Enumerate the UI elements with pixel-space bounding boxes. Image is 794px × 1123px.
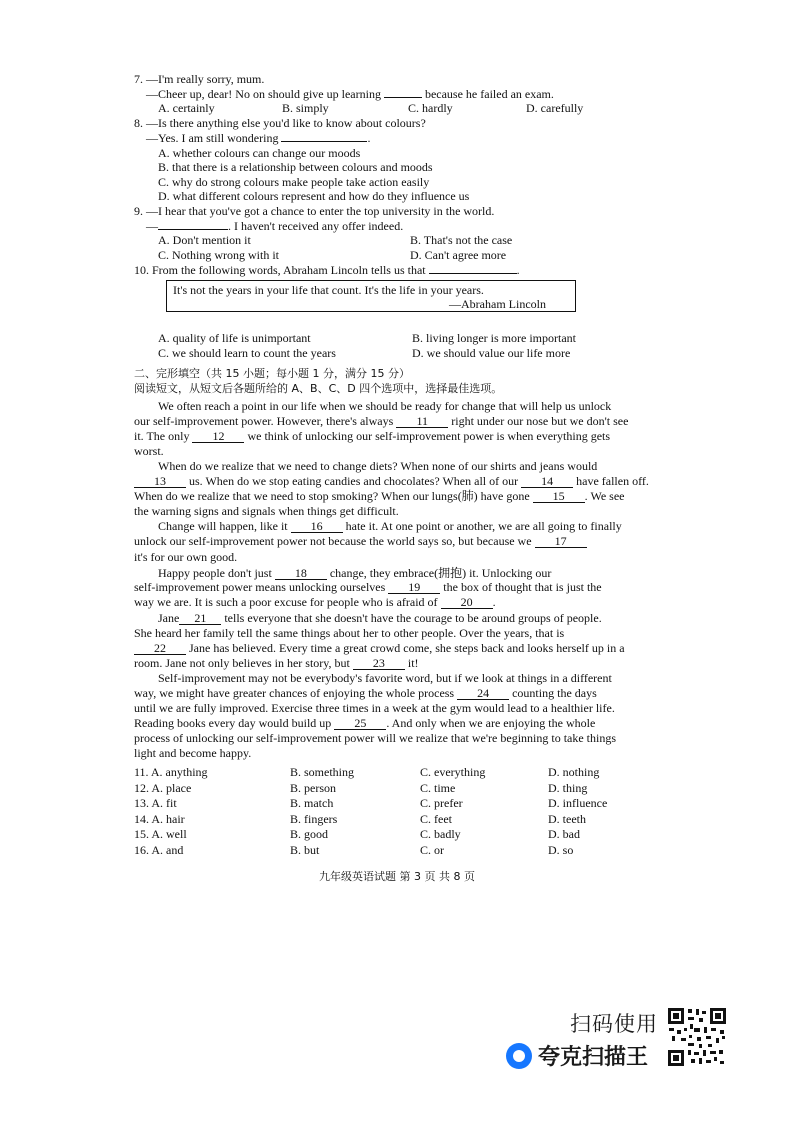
blank-16: 16 xyxy=(291,520,343,533)
q10-option-d: D. we should value our life more xyxy=(412,346,571,360)
answer-option: C. feet xyxy=(420,811,452,826)
answer-option: B. good xyxy=(290,827,329,841)
q8-option-b: B. that there is a relationship between colours and moods xyxy=(158,160,433,174)
q8-option-c: C. why do strong colours make people take action easily xyxy=(158,175,430,189)
passage-line: Jane 21 tells everyone that she doesn't have the courage to be around groups of people. xyxy=(158,611,602,625)
passage-line: worst. xyxy=(134,444,164,458)
answer-option: B. match xyxy=(290,796,334,810)
q10-option-c: C. we should learn to count the years xyxy=(158,346,336,360)
answer-option: C. everything xyxy=(420,765,486,779)
answer-option: D. thing xyxy=(548,780,588,795)
q10-option-b: B. living longer is more important xyxy=(412,331,576,345)
answer-option: 16. A. and xyxy=(134,842,184,857)
passage-line: 13 us. When do we stop eating candies and chocolates? When all of our 14 have fallen off. xyxy=(134,474,649,488)
q7-line1: 7. —I'm really sorry, mum. xyxy=(134,72,265,86)
passage-line: it. The only 12 we think of unlocking our self-improvement power is when everything gets xyxy=(134,429,611,443)
blank-24: 24 xyxy=(457,687,509,700)
answer-option: 14. A. hair xyxy=(134,811,185,826)
passage-line: way, we might have greater chances of enjoying the whole process 24 counting the days xyxy=(134,686,597,700)
page-footer: 九年级英语试题 第 3 页 共 8 页 xyxy=(319,870,475,883)
answer-option: D. nothing xyxy=(548,765,600,779)
passage-line: Happy people don't just 18 change, they embrace(拥抱) it. Unlocking our xyxy=(158,566,552,580)
q10-line1: 10. From the following words, Abraham Lincoln tells us that . xyxy=(134,263,520,277)
q7-option-c: C. hardly xyxy=(408,101,453,115)
blank-15: 15 xyxy=(533,490,585,503)
q8-option-d: D. what different colours represent and how do they influence us xyxy=(158,189,470,203)
passage-line: Self-improvement may not be everybody's favorite word, but if we look at things in a different xyxy=(158,671,612,685)
blank-12: 12 xyxy=(192,430,244,443)
answer-option: D. teeth xyxy=(548,811,586,826)
passage-line: process of unlocking our self-improvement power will we realize that we're beginning to take things xyxy=(134,731,617,745)
passage-line: When do we realize that we need to stop smoking? When our lungs(肺) have gone 15 . We see xyxy=(134,489,625,503)
passage-line: light and become happy. xyxy=(134,746,252,760)
answer-option: C. prefer xyxy=(420,796,463,810)
section-instruction: 阅读短文，从短文后各题所给的 A、B、C、D 四个选项中，选择最佳选项。 xyxy=(134,382,503,395)
q7-line2: —Cheer up, dear! No on should give up learning because he failed an exam. xyxy=(146,87,554,101)
passage-line: it's for our own good. xyxy=(134,550,238,564)
blank-22: 22 xyxy=(134,642,186,655)
blank-14: 14 xyxy=(521,475,573,488)
answer-option: 15. A. well xyxy=(134,827,187,841)
blank-11: 11 xyxy=(396,415,448,428)
answer-option: B. something xyxy=(290,765,355,779)
q9-line1: 9. —I hear that you've got a chance to enter the top university in the world. xyxy=(134,204,495,218)
lincoln-quote: It's not the years in your life that count. It's the life in your years. xyxy=(173,283,484,297)
passage-line: the warning signs and signals when things get difficult. xyxy=(134,504,399,518)
q9-option-a: A. Don't mention it xyxy=(158,233,251,247)
answer-option: 12. A. place xyxy=(134,780,192,795)
passage-line: Change will happen, like it 16 hate it. At one point or another, we are all going to finally xyxy=(158,519,622,533)
blank-19: 19 xyxy=(388,581,440,594)
passage-line: way we are. It is such a poor excuse for people who is afraid of 20 . xyxy=(134,595,496,609)
blank-25: 25 xyxy=(334,717,386,730)
answer-option: C. time xyxy=(420,780,456,795)
blank-20: 20 xyxy=(441,596,493,609)
q9-option-c: C. Nothing wrong with it xyxy=(158,248,280,262)
passage-line: She heard her family tell the same things about her to other people. Over the years, that is xyxy=(134,626,565,640)
q8-line1: 8. —Is there anything else you'd like to know about colours? xyxy=(134,116,426,130)
passage-line: 22 Jane has believed. Every time a great crowd come, she steps back and looks herself up in a xyxy=(134,641,625,655)
passage-line: until we are fully improved. Exercise three times in a week at the gym would lead to a healthier life. xyxy=(134,701,615,715)
q10-option-a: A. quality of life is unimportant xyxy=(158,331,311,345)
passage-line: our self-improvement power. However, there's always 11 right under our nose but we don't see xyxy=(134,414,629,428)
q8-option-a: A. whether colours can change our moods xyxy=(158,146,361,160)
blank-21: 21 xyxy=(179,612,221,625)
blank-18: 18 xyxy=(275,567,327,580)
blank-23: 23 xyxy=(353,657,405,670)
answer-option: 13. A. fit xyxy=(134,796,177,810)
q7-option-d: D. carefully xyxy=(526,101,584,115)
blank-13: 13 xyxy=(134,475,186,488)
qr-code-icon[interactable] xyxy=(666,1006,728,1068)
scanner-brand: 夸克扫描王 xyxy=(506,1040,648,1071)
scan-to-use-label: 扫码使用 xyxy=(570,1012,658,1036)
quote-author: —Abraham Lincoln xyxy=(449,297,546,311)
passage-line: We often reach a point in our life when we should be ready for change that will help us unlock xyxy=(158,399,612,413)
answer-option: D. influence xyxy=(548,796,608,810)
answer-option: B. fingers xyxy=(290,811,338,826)
answer-option: B. but xyxy=(290,842,320,857)
q9-line2: — . I haven't received any offer indeed. xyxy=(146,219,404,233)
passage-line: unlock our self-improvement power not because the world says so, but because we 17 xyxy=(134,534,587,548)
q7-option-a: A. certainly xyxy=(158,101,215,115)
answer-option: 11. A. anything xyxy=(134,765,208,779)
q7-option-b: B. simply xyxy=(282,101,329,115)
passage-line: When do we realize that we need to change diets? When none of our shirts and jeans would xyxy=(158,459,598,473)
answer-option: C. badly xyxy=(420,827,461,841)
q9-option-d: D. Can't agree more xyxy=(410,248,507,262)
quote-box xyxy=(166,280,576,312)
q9-option-b: B. That's not the case xyxy=(410,233,513,247)
passage-line: room. Jane not only believes in her story, but 23 it! xyxy=(134,656,419,670)
answer-option: D. bad xyxy=(548,827,580,841)
answer-option: D. so xyxy=(548,842,574,857)
blank-17: 17 xyxy=(535,535,587,548)
answer-option: C. or xyxy=(420,842,444,857)
q8-line2: —Yes. I am still wondering . xyxy=(146,131,371,145)
passage-line: self-improvement power means unlocking ourselves 19 the box of thought that is just the xyxy=(134,580,602,594)
quark-logo-icon xyxy=(506,1043,532,1069)
answer-option: B. person xyxy=(290,780,336,795)
section-title: 二、完形填空（共 15 小题；每小题 1 分，满分 15 分） xyxy=(134,367,410,380)
passage-line: Reading books every day would build up 25 . And only when we are enjoying the whole xyxy=(134,716,596,730)
